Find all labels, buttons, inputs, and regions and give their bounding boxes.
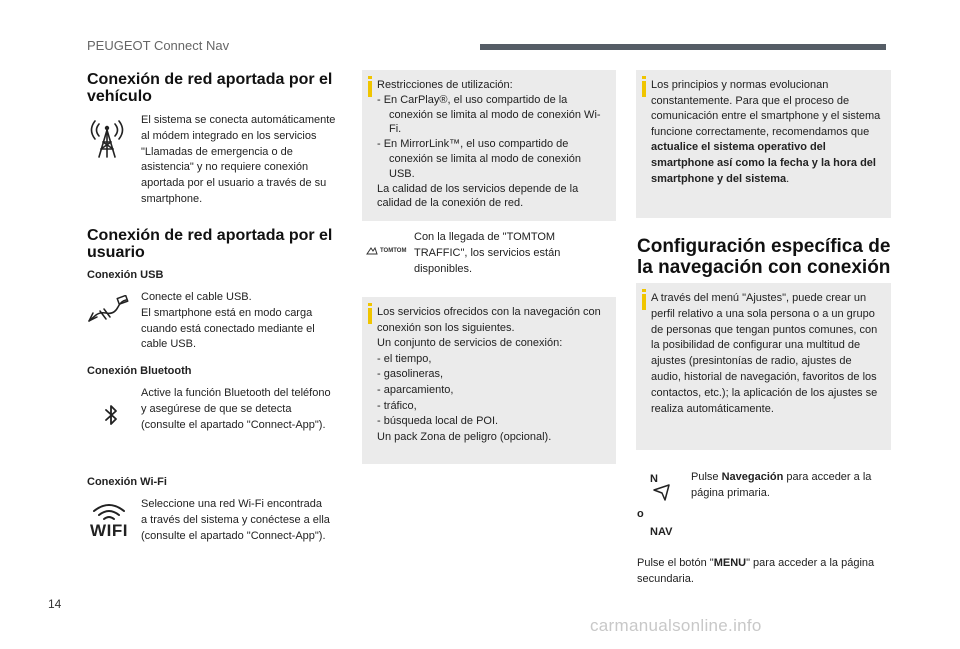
update-note-text: Los principios y normas evolucionan constantemente. Para que el proceso de comunicación entre el smartphone y el sistema funcione correctamente, recomendamos que <box>651 79 881 138</box>
usb-text-line2: El smartphone está en modo carga cuando está conectado mediante el cable USB. <box>141 306 315 351</box>
bluetooth-text: Active la función Bluetooth del teléfono y asegúrese de que se detecta (consulte el apartado "Connect-App"). <box>141 387 331 431</box>
tomtom-text: Con la llegada de "TOMTOM TRAFFIC", los servicios están disponibles. <box>414 231 561 275</box>
services-item-traffic: - tráfico, <box>377 399 417 412</box>
wifi-text: Seleccione una red Wi-Fi encontrada a través del sistema y conéctese a ella (consulte el apartado "Connect-App"). <box>141 498 330 542</box>
services-intro-1: Los servicios ofrecidos con la navegación con conexión son los siguientes. <box>377 306 601 334</box>
wifi-icon <box>86 500 132 542</box>
usb-label: Conexión USB <box>87 269 164 281</box>
menu-instruction-end: " para acceder a la página secundaria. <box>637 557 875 585</box>
antenna-icon <box>86 117 128 161</box>
services-item-fuel: - gasolineras, <box>377 368 444 381</box>
info-icon <box>368 81 372 97</box>
tomtom-logo <box>366 245 410 257</box>
update-note-bold: actualice el sistema operativo del smartphone así como la fecha y la hora del smartphone y del sistema <box>651 141 876 185</box>
bluetooth-icon <box>104 404 118 426</box>
navigation-arrow-icon <box>652 483 672 501</box>
footer-watermark: carmanualsonline.info <box>590 616 762 635</box>
section-title-connected-nav-settings: Configuración específica de la navegación con conexión <box>637 236 891 278</box>
restrictions-intro: Restricciones de utilización: <box>377 79 513 91</box>
navigation-instruction-bold: Navegación <box>721 471 784 483</box>
navigation-instruction-text: Pulse <box>691 471 722 483</box>
wifi-label: Conexión Wi-Fi <box>87 476 167 488</box>
connected-services-note <box>362 297 616 464</box>
usb-cable-icon <box>86 295 130 325</box>
services-item-parking: - aparcamiento, <box>377 383 454 396</box>
nav-button-label: NAV <box>650 526 673 538</box>
profiles-note <box>636 283 891 450</box>
tomtom-hands-icon <box>366 247 378 255</box>
info-icon <box>642 294 646 310</box>
restrictions-item-carplay: - En CarPlay®, el uso compartido de la conexión se limita al modo de conexión Wi-Fi. <box>377 93 601 136</box>
section-title-user-network: Conexión de red aportada por el usuario <box>87 227 333 261</box>
page-number: 14 <box>48 597 62 611</box>
bluetooth-label: Conexión Bluetooth <box>87 365 192 377</box>
restrictions-outro: La calidad de los servicios depende de la calidad de la conexión de red. <box>377 182 579 210</box>
info-icon <box>368 308 372 324</box>
navigation-instruction-end: para acceder a la página primaria. <box>691 471 872 499</box>
profiles-note-text: A través del menú "Ajustes", puede crear un perfil relativo a una sola persona o a un grupo de personas que tengan puntos comunes, con la posibilidad de configurar una multitud de ajustes (presintonías de radio, ajustes de audio, historial de navegación, favoritos de los contactos, etc.); la aplicación de los ajustes se realiza automáticamente. <box>651 292 878 415</box>
services-intro-2: Un conjunto de servicios de conexión: <box>377 337 563 350</box>
wifi-icon-label: WIFI <box>90 521 128 540</box>
section-title-vehicle-network: Conexión de red aportada por el vehículo <box>87 71 333 105</box>
compass-north-letter: N <box>650 473 658 485</box>
info-icon <box>642 81 646 97</box>
services-item-weather: - el tiempo, <box>377 352 432 365</box>
restrictions-item-mirrorlink: - En MirrorLink™, el uso compartido de conexión se limita al modo de conexión USB. <box>377 138 582 180</box>
update-note-end: . <box>786 172 790 185</box>
navigation-button-icon <box>648 473 674 503</box>
tomtom-logo-text: TOMTOM <box>380 248 407 254</box>
update-note <box>636 70 891 218</box>
usb-text <box>141 290 341 353</box>
running-header: PEUGEOT Connect Nav <box>87 38 230 53</box>
or-label: o <box>637 508 644 520</box>
vehicle-network-text: El sistema se conecta automáticamente al módem integrado en los servicios "Llamadas de emergencia o de asistencia" y no requiere conexión aportada por el usuario a través de su smartphone. <box>141 114 336 205</box>
menu-instruction-bold: MENU <box>713 557 747 569</box>
header-bar <box>480 44 886 50</box>
services-item-poi: - búsqueda local de POI. <box>377 415 499 428</box>
services-outro: Un pack Zona de peligro (opcional). <box>377 430 552 443</box>
menu-instruction-text: Pulse el botón " <box>637 557 714 569</box>
navigation-instruction <box>691 470 883 502</box>
usb-text-line1: Conecte el cable USB. <box>141 291 252 303</box>
menu-instruction <box>637 556 877 588</box>
restrictions-note <box>362 70 616 221</box>
